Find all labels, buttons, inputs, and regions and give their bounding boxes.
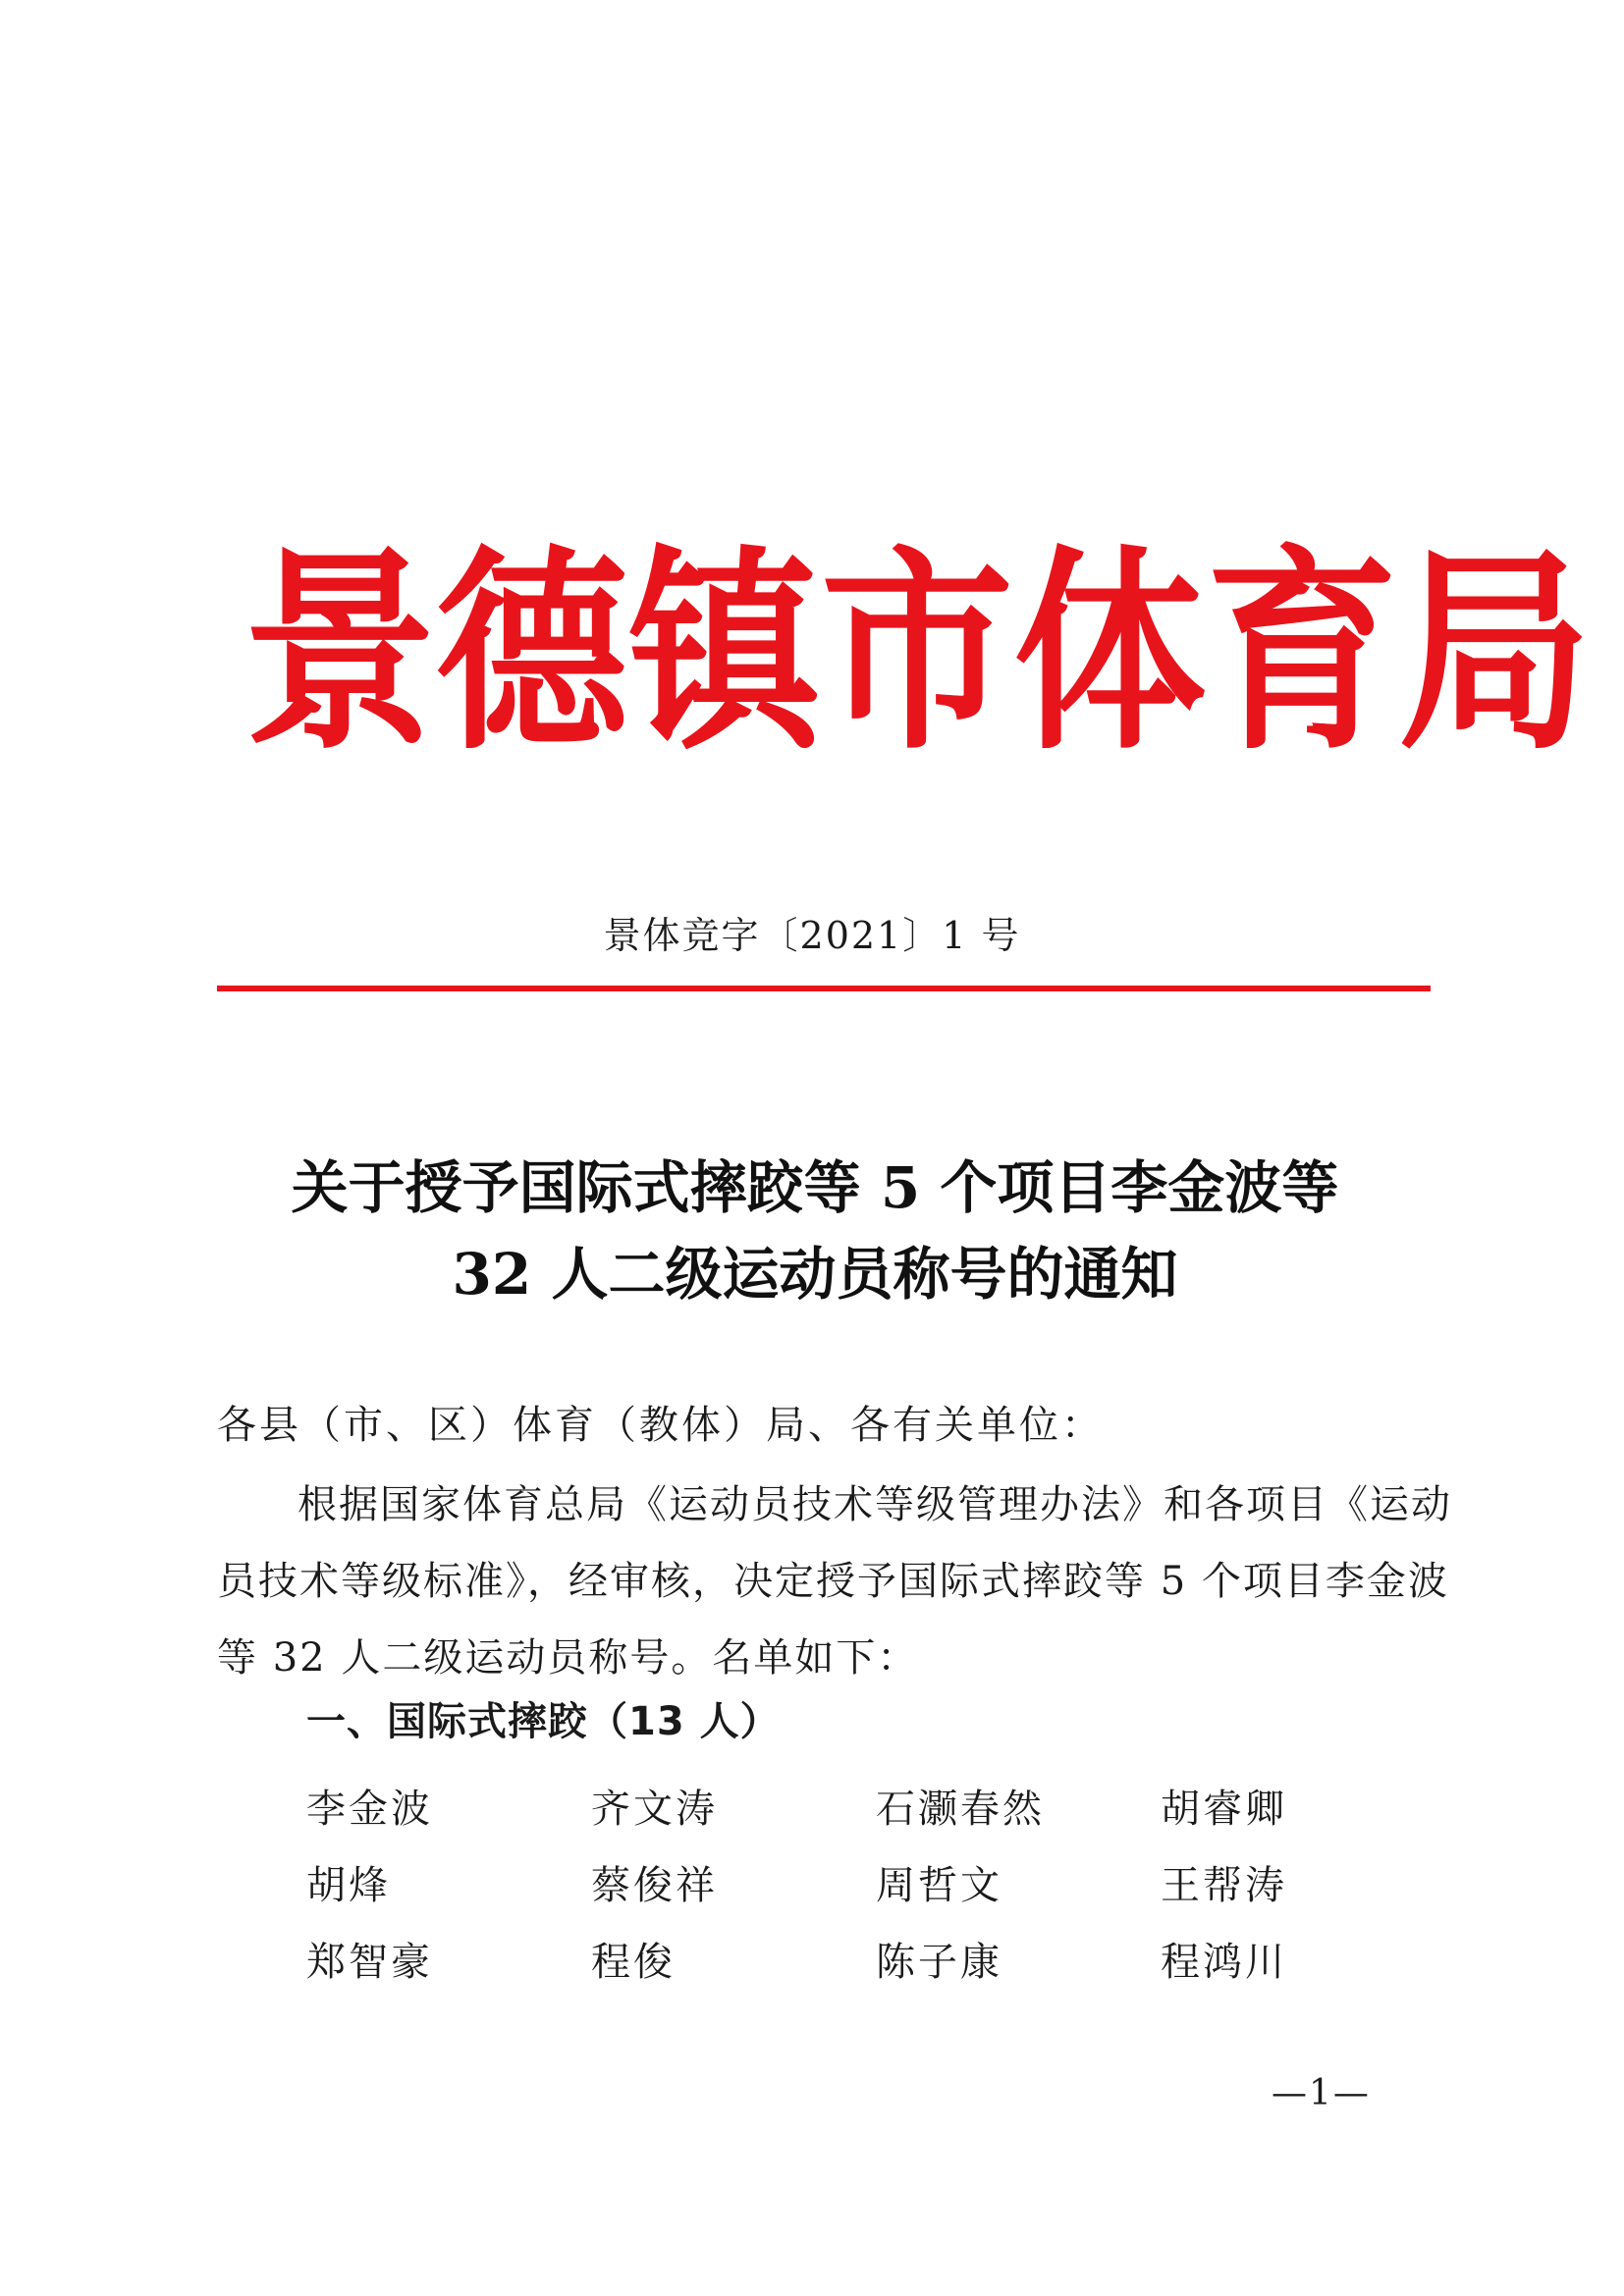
athlete-name: 蔡俊祥 [591,1862,718,1908]
masthead-char: 镇 [628,526,822,779]
title-line: 32 人二级运动员称号的通知 [452,1241,1178,1308]
masthead-char: 市 [821,526,1014,779]
document-number: 景体竞字〔2021〕1 号 [603,914,1021,957]
name-row [306,1920,1445,1997]
agency-masthead [244,526,1592,779]
masthead-char: 景 [244,526,437,779]
masthead-char: 德 [436,526,629,779]
athlete-name: 胡烽 [306,1862,391,1908]
athlete-name: 郑智豪 [306,1939,433,1985]
red-divider-line [217,986,1431,991]
athlete-name: 齐文涛 [591,1786,718,1832]
body-line: 根据国家体育总局《运动员技术等级管理办法》和各项目《运动 [298,1482,1452,1527]
name-row [306,1767,1445,1843]
title-line: 关于授予国际式摔跤等 5 个项目李金波等 [291,1154,1339,1221]
athlete-name-list [306,1767,1445,1997]
masthead-char: 体 [1013,526,1207,779]
document-title [177,1145,1453,1317]
name-row [306,1843,1445,1920]
athlete-name: 王帮涛 [1161,1862,1287,1908]
athlete-name: 胡睿卿 [1161,1786,1287,1832]
salutation: 各县（市、区）体育（教体）局、各有关单位： [217,1403,1104,1448]
masthead-char: 育 [1206,526,1399,779]
athlete-name: 周哲文 [876,1862,1002,1908]
athlete-name: 程鸿川 [1161,1939,1287,1985]
page-number: —1— [1272,2073,1371,2113]
section-heading: 一、国际式摔跤（13 人） [306,1699,781,1744]
athlete-name: 石灏春然 [876,1786,1045,1832]
athlete-name: 陈子康 [876,1939,1002,1985]
masthead-char: 局 [1398,526,1592,779]
athlete-name: 程俊 [591,1939,676,1985]
athlete-name: 李金波 [306,1786,433,1832]
body-paragraph [217,1467,1452,1696]
body-line: 等 32 人二级运动员称号。名单如下： [217,1635,919,1681]
body-line: 员技术等级标准》，经审核，决定授予国际式摔跤等 5 个项目李金波 [217,1559,1449,1604]
